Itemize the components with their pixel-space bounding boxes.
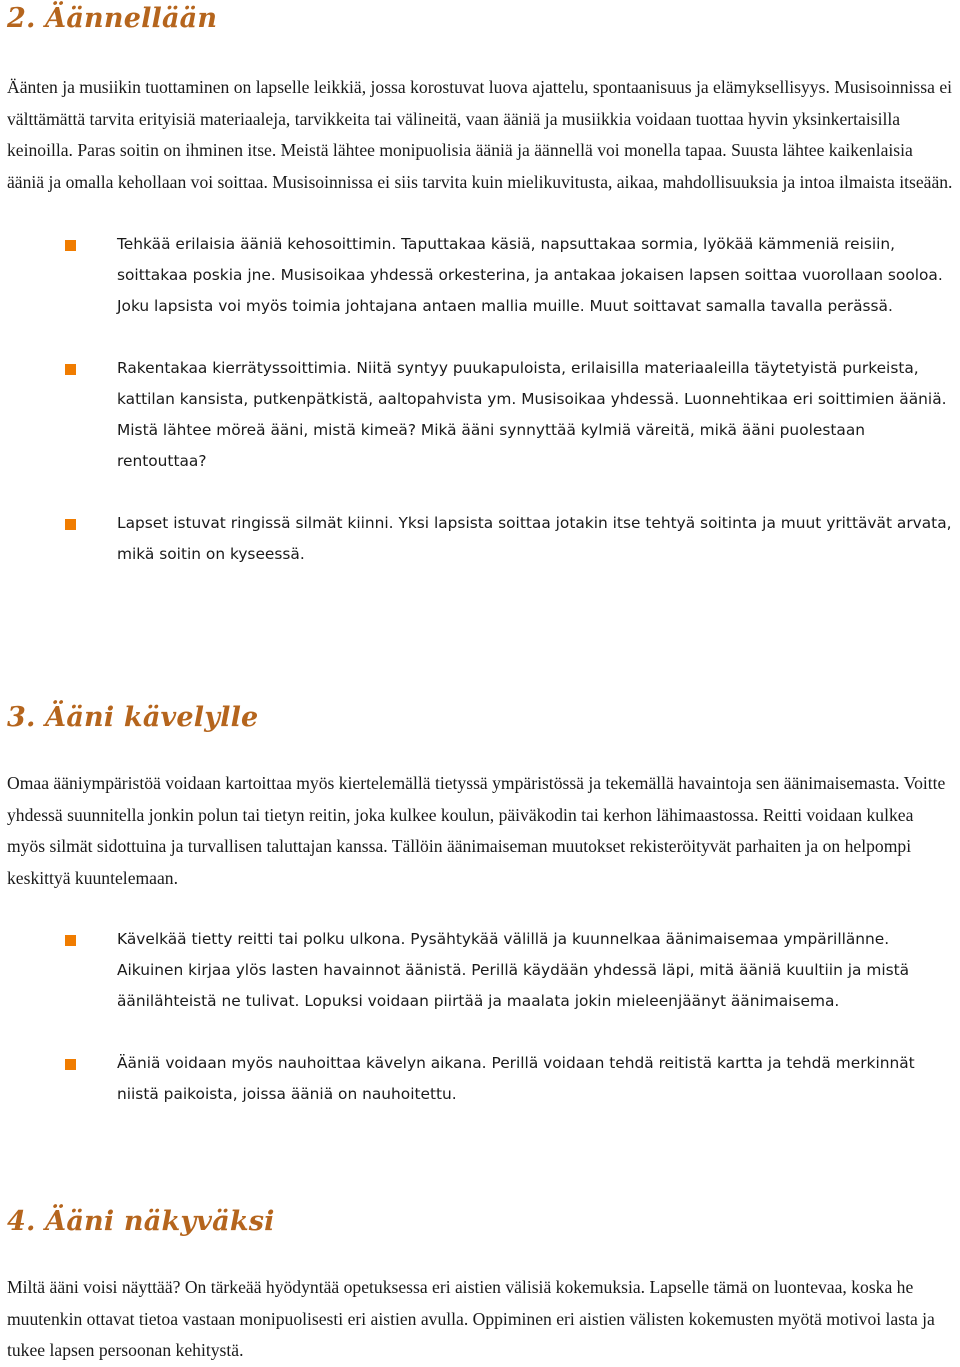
list-item	[7, 229, 953, 322]
section-aani-kavelylle	[7, 701, 953, 1110]
list-item-text: Kävelkää tietty reitti tai polku ulkona. Pysähtykää välillä ja kuunnelkaa äänimaisemaa ympärillänne. Aikuinen kirjaa ylös lasten havainnot äänistä. Perillä käydään yhdessä läpi, mitä ääniä kuultiin ja mistä äänilähteistä ne tulivat. Lopuksi voidaan piirtää ja maalata jokin mieleenjäänyt äänimaisema.	[117, 930, 910, 1010]
list-item	[7, 508, 953, 570]
section-heading: 3. Ääni kävelylle	[7, 702, 259, 733]
list-item	[7, 924, 953, 1017]
section-intro: Äänten ja musiikin tuottaminen on lapselle leikkiä, jossa korostuvat luova ajattelu, spontaanisuus ja elämyksellisyys. Musisoinnissa ei välttämättä tarvita erityisiä materiaaleja, tarvikkeita tai välineitä, vaan ääniä ja musiikkia voidaan tuottaa hyvin yksinkertaisilla keinoilla. Paras soitin on ihminen itse. Meistä lähtee monipuolisia ääniä ja äännellä voi monella tapaa. Suusta lähtee kaikenlaisia ääniä ja omalla kehollaan voi soittaa. Musisoinnissa ei siis tarvita kuin mielikuvitusta, aikaa, mahdollisuuksia ja intoa ilmaista itseään.	[7, 77, 953, 192]
activity-list	[7, 924, 953, 1110]
square-bullet-icon	[65, 1059, 76, 1070]
section-heading: 2. Äännellään	[7, 3, 218, 34]
section-intro: Omaa ääniympäristöä voidaan kartoittaa myös kiertelemällä tietyssä ympäristössä ja tekemällä havaintoja sen äänimaisemasta. Voitte yhdessä suunnitella jonkin polun tai tietyn reitin, joka kulkee koulun, päiväkodin tai kerhon lähimaastossa. Reitti voidaan kulkea myös silmät sidottuina ja turvallisen taluttajan kanssa. Tällöin äänimaiseman muutokset rekisteröityvät parhaiten ja on helpompi keskittyä kuuntelemaan.	[7, 773, 946, 888]
section-intro: Miltä ääni voisi näyttää? On tärkeää hyödyntää opetuksessa eri aistien välisiä kokemuksia. Lapselle tämä on luontevaa, koska he muutenkin ottavat tietoa vastaan monipuolisesti eri aistien avulla. Oppiminen eri aistien välisten kokemusten myötä motivoi lasta ja tukee lapsen persoonan kehitystä.	[7, 1277, 935, 1360]
section-aani-nakyvaksi	[7, 1205, 953, 1367]
list-item	[7, 353, 953, 477]
list-item	[7, 1048, 953, 1110]
section-aannellaan	[7, 2, 953, 570]
list-item-text: Ääniä voidaan myös nauhoittaa kävelyn aikana. Perillä voidaan tehdä reitistä kartta ja tehdä merkinnät niistä paikoista, joissa ääniä on nauhoitettu.	[117, 1054, 915, 1103]
square-bullet-icon	[65, 935, 76, 946]
list-item-text: Lapset istuvat ringissä silmät kiinni. Yksi lapsista soittaa jotakin itse tehtyä soitinta ja muut yrittävät arvata, mikä soitin on kyseessä.	[117, 514, 952, 563]
activity-list	[7, 229, 953, 570]
list-item-text: Tehkää erilaisia ääniä kehosoittimin. Taputtakaa käsiä, napsuttakaa sormia, lyökää kämmeniä reisiin, soittakaa poskia jne. Musisoikaa yhdessä orkesterina, ja antakaa jokaisen lapsen soittaa vuorollaan sooloa. Joku lapsista voi myös toimia johtajana antaen mallia muille. Muut soittavat samalla tavalla perässä.	[117, 235, 943, 315]
square-bullet-icon	[65, 240, 76, 251]
square-bullet-icon	[65, 519, 76, 530]
section-heading: 4. Ääni näkyväksi	[7, 1206, 275, 1237]
list-item-text: Rakentakaa kierrätyssoittimia. Niitä syntyy puukapuloista, erilaisilla materiaaleilla täytetyistä purkeista, kattilan kansista, putkenpätkistä, aaltopahvista ym. Musisoikaa yhdessä. Luonnehtikaa eri soittimien ääniä. Mistä lähtee möreä ääni, mistä kimeä? Mikä ääni synnyttää kylmiä väreitä, mikä ääni puolestaan rentouttaa?	[117, 359, 947, 470]
square-bullet-icon	[65, 364, 76, 375]
